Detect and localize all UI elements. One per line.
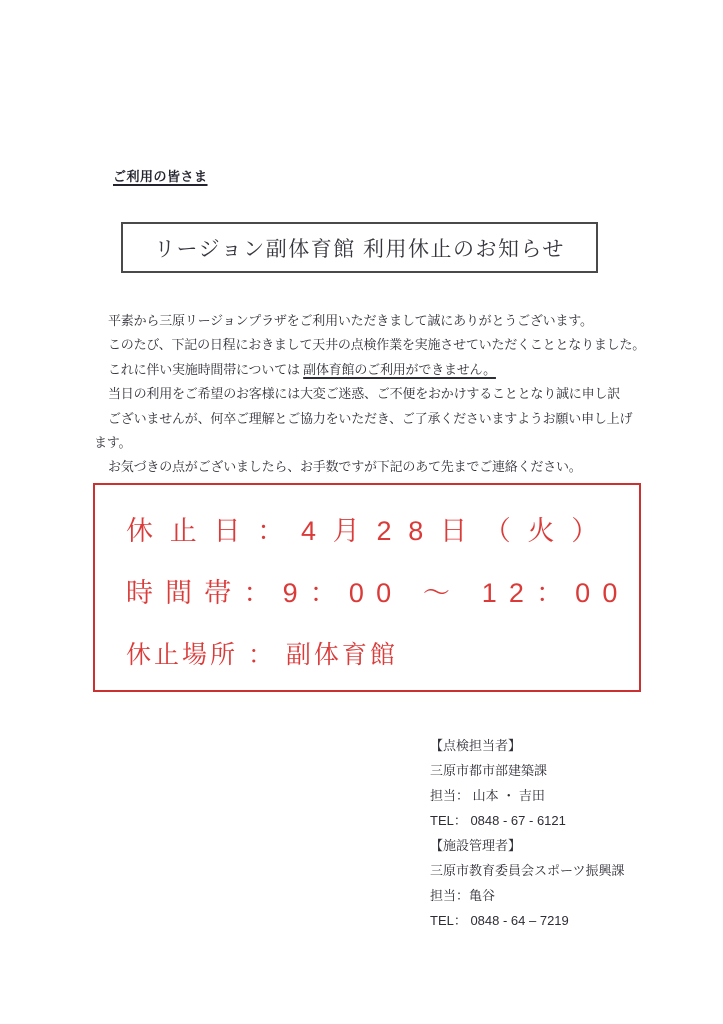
facility-contact-org: 三原市教育委員会スポーツ振興課 [430, 863, 625, 878]
inspection-contact-person: 担当： 山本 ・ 吉田 [430, 788, 545, 803]
body-line-7: お気づきの点がございましたら、お手数ですが下記のあて先までご連絡ください。 [108, 459, 582, 475]
contact-info-block [430, 733, 624, 933]
notice-title: リージョン副体育館 利用休止のお知らせ [154, 237, 565, 261]
body-line-4: 当日の利用をご希望のお客様には大変ご迷惑、ご不便をおかけすることとなり誠に申し訳 [108, 386, 621, 402]
body-line-5: ございませんが、何卒ご理解とご協力をいただき、ご了承くださいますようお願い申し上げ [108, 410, 633, 426]
body-line-2: このたび、下記の日程におきまして天井の点検作業を実施させていただくこととなりました。 [108, 337, 646, 353]
greeting-line: ご利用の皆さま [113, 169, 208, 184]
body-line-3 [94, 358, 654, 382]
suspension-place-line: 休止場所 ： 副体育館 [126, 641, 398, 669]
suspension-info-box [93, 483, 641, 692]
facility-contact-header: 【施設管理者】 [430, 838, 522, 853]
body-line-6: ます。 [94, 435, 132, 451]
body-line-3-prefix: これに伴い実施時間帯については [108, 361, 304, 377]
facility-contact-person: 担当：亀谷 [430, 888, 496, 903]
notice-title-box [121, 222, 598, 273]
notice-body [94, 309, 654, 480]
facility-contact-tel: TEL： 0848 - 64 – 7219 [430, 913, 569, 928]
suspension-time-line: 時間帯：9：00 ～ 12：00 [126, 578, 630, 608]
body-line-1: 平素から三原リージョンプラザをご利用いただきまして誠にありがとうございます。 [108, 313, 593, 328]
inspection-contact-header: 【点検担当者】 [430, 738, 522, 753]
inspection-contact-tel: TEL： 0848 - 67 - 6121 [430, 813, 566, 828]
body-line-3-underlined: 副体育館のご利用ができません。 [303, 361, 496, 377]
inspection-contact-org: 三原市都市部建築課 [430, 763, 548, 778]
suspension-date-line: 休止日：4月28日（火） [126, 516, 615, 546]
